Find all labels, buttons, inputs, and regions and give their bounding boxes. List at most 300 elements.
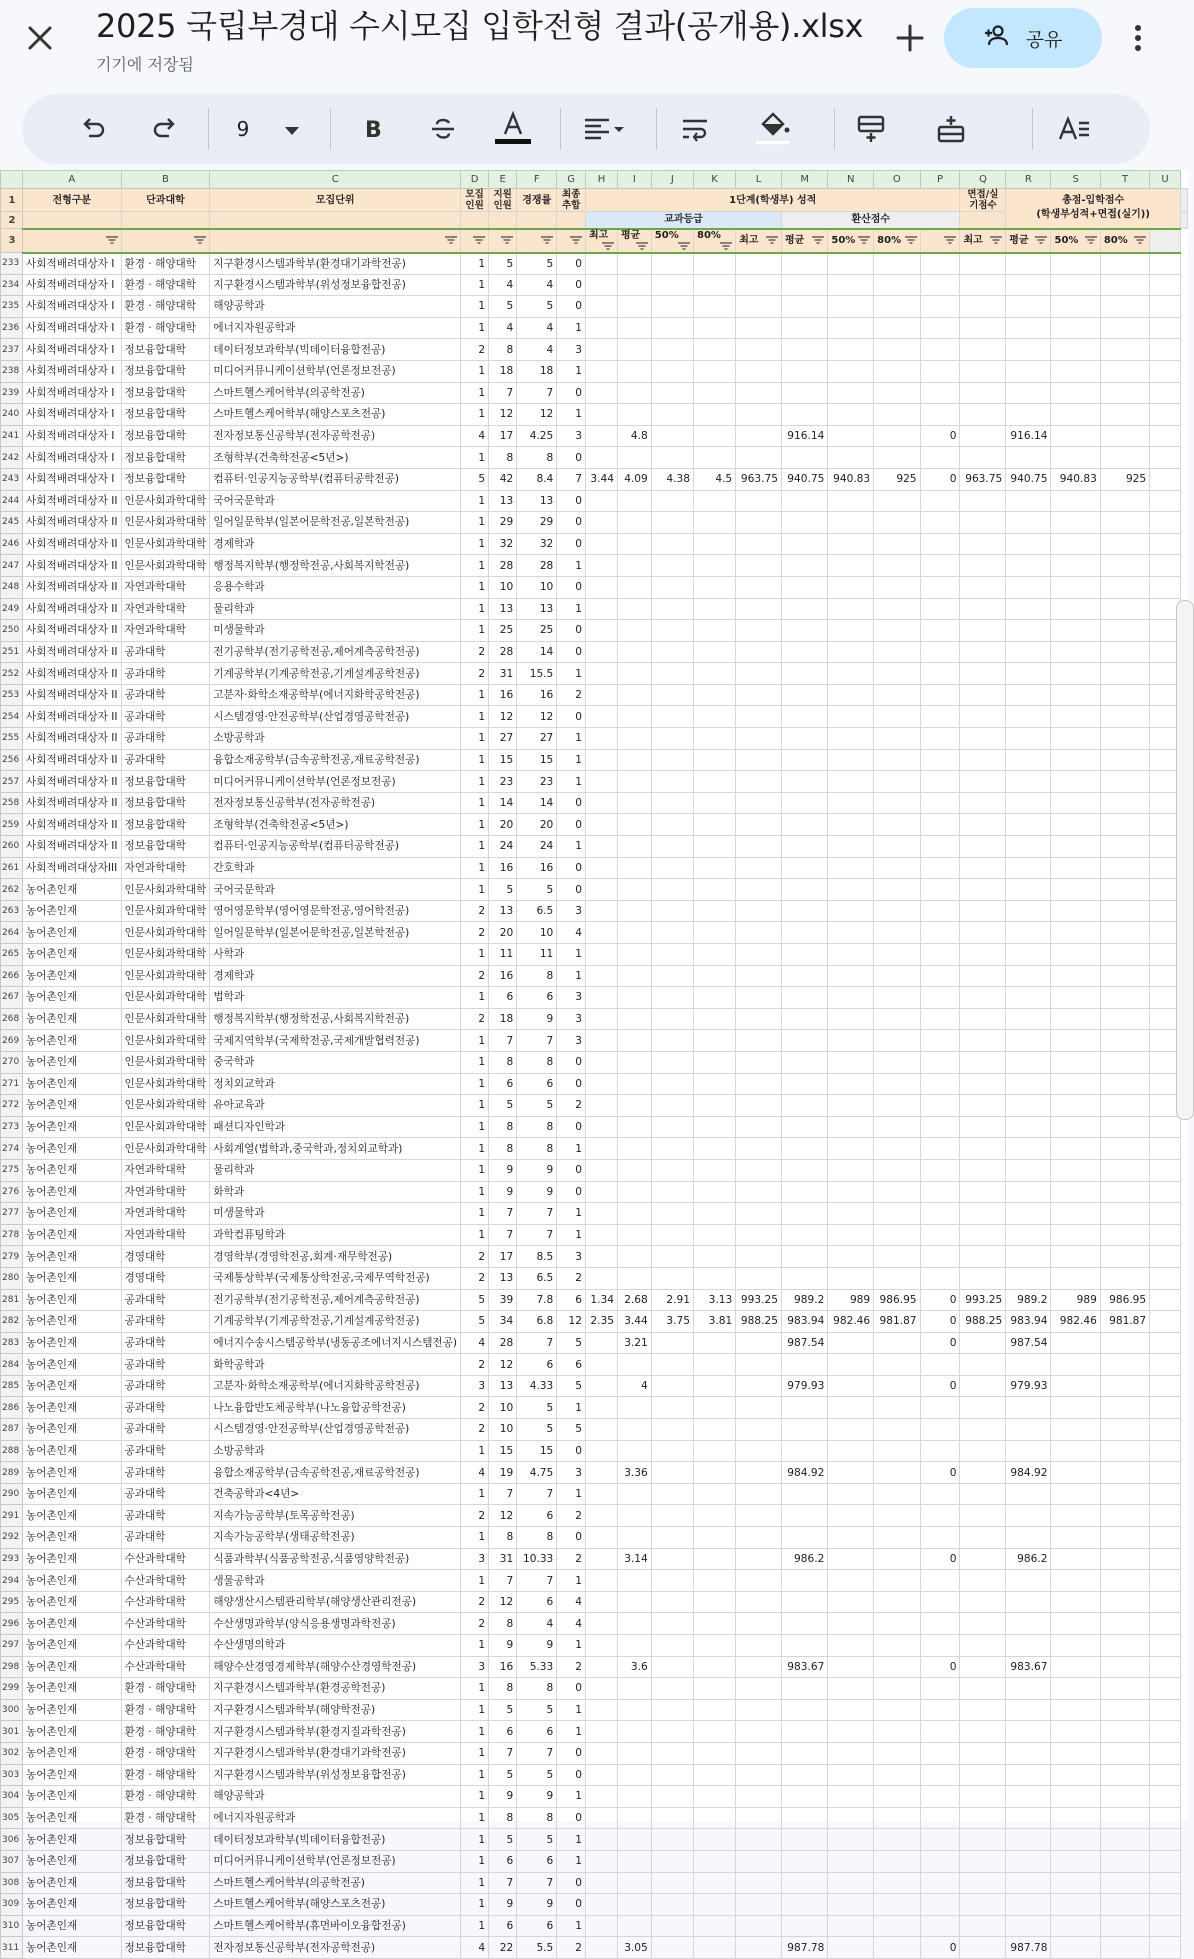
table-cell[interactable]: 0 [557, 1181, 586, 1203]
filter-icon[interactable] [856, 235, 870, 246]
table-cell[interactable] [874, 1030, 920, 1052]
filter-icon[interactable] [104, 235, 118, 246]
table-cell[interactable] [651, 857, 693, 879]
table-cell[interactable] [874, 857, 920, 879]
table-cell[interactable]: 전자정보통신공학부(전자공학전공) [210, 792, 461, 814]
table-cell[interactable] [585, 1354, 617, 1376]
table-cell[interactable]: 8 [517, 1678, 557, 1700]
table-cell[interactable]: 지구환경시스템과학부(해양학전공) [210, 1699, 461, 1721]
table-cell[interactable]: 전자정보통신공학부(전자공학전공) [210, 425, 461, 447]
table-cell[interactable]: 국어국문학과 [210, 879, 461, 901]
table-cell[interactable] [651, 1332, 693, 1354]
table-cell[interactable]: 5.33 [517, 1656, 557, 1678]
table-cell[interactable] [1006, 1807, 1051, 1829]
table-cell[interactable] [781, 684, 827, 706]
table-cell[interactable] [1006, 1181, 1051, 1203]
table-cell[interactable]: 사회적배려대상자 II [23, 598, 121, 620]
table-cell[interactable]: 농어촌인재 [23, 1570, 121, 1592]
table-cell[interactable] [585, 1570, 617, 1592]
table-cell[interactable] [920, 1138, 960, 1160]
table-cell[interactable] [736, 1203, 782, 1225]
table-cell[interactable]: 환경 · 해양대학 [121, 1742, 210, 1764]
table-cell[interactable] [874, 1397, 920, 1419]
table-cell[interactable]: 해양수산경영경제학부(해양수산경영학전공) [210, 1656, 461, 1678]
table-cell[interactable] [874, 1181, 920, 1203]
table-cell[interactable] [1006, 620, 1051, 642]
table-cell[interactable]: 인문사회과학대학 [121, 965, 210, 987]
table-cell[interactable] [1051, 1807, 1100, 1829]
table-cell[interactable] [874, 1742, 920, 1764]
table-cell[interactable]: 6 [489, 987, 517, 1009]
table-cell[interactable]: 인문사회과학대학 [121, 555, 210, 577]
table-cell[interactable]: 0 [920, 1375, 960, 1397]
table-cell[interactable] [781, 296, 827, 318]
table-cell[interactable] [651, 987, 693, 1009]
table-cell[interactable]: 공과대학 [121, 1332, 210, 1354]
table-cell[interactable]: 24 [517, 836, 557, 858]
table-cell[interactable]: 정보융합대학 [121, 447, 210, 469]
table-cell[interactable]: 인문사회과학대학 [121, 922, 210, 944]
table-cell[interactable] [1100, 965, 1149, 987]
table-cell[interactable]: 1 [461, 792, 489, 814]
table-cell[interactable]: 18 [489, 1008, 517, 1030]
table-cell[interactable] [1006, 1786, 1051, 1808]
table-cell[interactable] [1051, 771, 1100, 793]
table-cell[interactable]: 미디어커뮤니케이션학부(언론정보전공) [210, 1850, 461, 1872]
table-cell[interactable]: 1 [557, 404, 586, 426]
table-cell[interactable]: 6 [517, 1850, 557, 1872]
table-cell[interactable]: 1 [461, 555, 489, 577]
table-cell[interactable] [1100, 490, 1149, 512]
table-cell[interactable]: 12 [557, 1311, 586, 1333]
table-cell[interactable] [736, 749, 782, 771]
table-cell[interactable] [1100, 1116, 1149, 1138]
table-cell[interactable]: 농어촌인재 [23, 1051, 121, 1073]
table-cell[interactable]: 사회적배려대상자 II [23, 836, 121, 858]
table-cell[interactable] [651, 1224, 693, 1246]
table-cell[interactable] [1051, 576, 1100, 598]
table-cell[interactable]: 7 [557, 468, 586, 490]
table-cell[interactable]: 4.38 [651, 468, 693, 490]
table-cell[interactable] [1100, 1786, 1149, 1808]
table-cell[interactable]: 8 [489, 447, 517, 469]
table-cell[interactable]: 5 [489, 879, 517, 901]
table-cell[interactable] [828, 944, 874, 966]
table-cell[interactable]: 2 [461, 1246, 489, 1268]
table-cell[interactable]: 인문사회과학대학 [121, 1008, 210, 1030]
table-cell[interactable]: 0 [557, 1894, 586, 1916]
table-cell[interactable] [618, 512, 652, 534]
table-cell[interactable]: 0 [557, 1764, 586, 1786]
table-cell[interactable] [651, 1483, 693, 1505]
table-cell[interactable]: 정보융합대학 [121, 1850, 210, 1872]
table-cell[interactable] [618, 641, 652, 663]
table-cell[interactable]: 20 [489, 922, 517, 944]
table-cell[interactable] [874, 641, 920, 663]
table-cell[interactable]: 0 [920, 1548, 960, 1570]
table-cell[interactable] [781, 987, 827, 1009]
table-cell[interactable]: 0 [920, 1311, 960, 1333]
table-cell[interactable] [1100, 317, 1149, 339]
table-cell[interactable]: 조형학부(건축학전공<5년>) [210, 814, 461, 836]
table-cell[interactable] [1100, 274, 1149, 296]
table-cell[interactable]: 경영학부(경영학전공,회계·재무학전공) [210, 1246, 461, 1268]
table-cell[interactable]: 농어촌인재 [23, 1138, 121, 1160]
filter-cell[interactable] [960, 229, 1006, 253]
table-cell[interactable]: 1 [557, 836, 586, 858]
table-cell[interactable]: 5 [517, 1397, 557, 1419]
table-cell[interactable] [736, 1937, 782, 1959]
column-header[interactable]: P [920, 171, 960, 189]
table-cell[interactable] [651, 1397, 693, 1419]
table-cell[interactable]: 인문사회과학대학 [121, 900, 210, 922]
table-cell[interactable] [828, 317, 874, 339]
table-cell[interactable] [960, 1570, 1006, 1592]
filter-icon[interactable] [676, 241, 690, 252]
table-cell[interactable]: 4 [557, 922, 586, 944]
table-cell[interactable] [618, 1915, 652, 1937]
table-cell[interactable]: 지구환경시스템과학부(환경지질과학전공) [210, 1721, 461, 1743]
table-cell[interactable]: 0 [920, 1462, 960, 1484]
row-number[interactable]: 306 [1, 1829, 23, 1851]
table-cell[interactable]: 사회적배려대상자 I [23, 339, 121, 361]
table-cell[interactable]: 공과대학 [121, 1397, 210, 1419]
table-cell[interactable] [618, 749, 652, 771]
table-cell[interactable]: 986.2 [1006, 1548, 1051, 1570]
table-cell[interactable]: 사회적배려대상자 II [23, 706, 121, 728]
select-all-corner[interactable] [1, 171, 23, 189]
table-cell[interactable] [960, 1267, 1006, 1289]
table-cell[interactable] [618, 339, 652, 361]
table-cell[interactable]: 12 [489, 1591, 517, 1613]
table-cell[interactable] [960, 1051, 1006, 1073]
table-cell[interactable] [618, 1138, 652, 1160]
column-header[interactable]: Q [960, 171, 1006, 189]
table-cell[interactable]: 1 [461, 836, 489, 858]
table-cell[interactable] [781, 1764, 827, 1786]
table-cell[interactable] [736, 1678, 782, 1700]
row-number[interactable]: 296 [1, 1613, 23, 1635]
table-cell[interactable] [828, 1224, 874, 1246]
table-cell[interactable] [920, 1440, 960, 1462]
table-cell[interactable] [960, 339, 1006, 361]
row-number[interactable]: 290 [1, 1483, 23, 1505]
table-cell[interactable] [651, 1591, 693, 1613]
table-cell[interactable] [651, 296, 693, 318]
table-cell[interactable]: 공과대학 [121, 728, 210, 750]
table-cell[interactable] [1006, 490, 1051, 512]
table-cell[interactable] [960, 1483, 1006, 1505]
row-number[interactable]: 249 [1, 598, 23, 620]
table-cell[interactable] [693, 317, 735, 339]
table-cell[interactable] [874, 425, 920, 447]
table-cell[interactable] [920, 1850, 960, 1872]
table-cell[interactable]: 1 [461, 814, 489, 836]
empty-cell[interactable] [210, 212, 461, 229]
table-cell[interactable] [585, 944, 617, 966]
table-cell[interactable] [920, 620, 960, 642]
filter-cell[interactable] [1100, 229, 1149, 253]
filter-cell[interactable] [517, 229, 557, 253]
table-cell[interactable] [1051, 922, 1100, 944]
table-cell[interactable] [585, 620, 617, 642]
table-cell[interactable] [736, 728, 782, 750]
header-cell[interactable]: 전형구분 [23, 189, 121, 212]
table-cell[interactable] [874, 1591, 920, 1613]
table-cell[interactable] [693, 836, 735, 858]
table-cell[interactable]: 6 [489, 1850, 517, 1872]
table-cell[interactable]: 1 [557, 598, 586, 620]
table-cell[interactable]: 정보융합대학 [121, 404, 210, 426]
table-cell[interactable]: 3.6 [618, 1656, 652, 1678]
table-cell[interactable] [920, 1742, 960, 1764]
table-cell[interactable] [960, 1116, 1006, 1138]
table-cell[interactable] [693, 512, 735, 534]
table-cell[interactable]: 13 [517, 598, 557, 620]
table-cell[interactable]: 16 [489, 965, 517, 987]
table-cell[interactable] [828, 1375, 874, 1397]
table-cell[interactable] [693, 1203, 735, 1225]
table-cell[interactable] [585, 749, 617, 771]
table-cell[interactable] [1100, 749, 1149, 771]
table-cell[interactable] [828, 1008, 874, 1030]
table-cell[interactable]: 0 [557, 274, 586, 296]
table-cell[interactable] [585, 598, 617, 620]
table-cell[interactable]: 31 [489, 1548, 517, 1570]
empty-cell[interactable] [1150, 1246, 1181, 1268]
row-number[interactable]: 266 [1, 965, 23, 987]
table-cell[interactable] [651, 1721, 693, 1743]
table-cell[interactable] [960, 404, 1006, 426]
empty-cell[interactable] [1150, 533, 1181, 555]
table-cell[interactable]: 1 [461, 576, 489, 598]
table-cell[interactable]: 42 [489, 468, 517, 490]
table-cell[interactable]: 수산생명의학과 [210, 1635, 461, 1657]
table-cell[interactable] [1100, 1937, 1149, 1959]
table-cell[interactable] [874, 728, 920, 750]
table-cell[interactable] [585, 1829, 617, 1851]
table-cell[interactable] [781, 1894, 827, 1916]
table-cell[interactable] [828, 836, 874, 858]
table-cell[interactable] [736, 620, 782, 642]
table-cell[interactable] [651, 1699, 693, 1721]
table-cell[interactable] [618, 792, 652, 814]
table-cell[interactable]: 인문사회과학대학 [121, 987, 210, 1009]
row-number[interactable]: 292 [1, 1527, 23, 1549]
row-number[interactable]: 262 [1, 879, 23, 901]
table-cell[interactable]: 988.25 [736, 1311, 782, 1333]
table-cell[interactable]: 12 [489, 1354, 517, 1376]
table-cell[interactable]: 전기공학부(전기공학전공,제어계측공학전공) [210, 641, 461, 663]
table-cell[interactable] [585, 771, 617, 793]
table-cell[interactable] [585, 987, 617, 1009]
table-cell[interactable] [920, 382, 960, 404]
table-cell[interactable] [1006, 1030, 1051, 1052]
table-cell[interactable]: 2 [461, 339, 489, 361]
table-cell[interactable] [781, 836, 827, 858]
bold-icon[interactable] [350, 106, 396, 152]
table-cell[interactable] [1051, 641, 1100, 663]
table-cell[interactable] [1051, 274, 1100, 296]
empty-cell[interactable] [1150, 1548, 1181, 1570]
table-cell[interactable]: 5 [489, 1829, 517, 1851]
table-cell[interactable] [781, 792, 827, 814]
table-cell[interactable] [618, 1527, 652, 1549]
header-cell[interactable]: 1단계(학생부) 성적 [585, 189, 960, 212]
table-cell[interactable] [874, 490, 920, 512]
table-cell[interactable] [585, 1073, 617, 1095]
table-cell[interactable] [920, 1505, 960, 1527]
table-cell[interactable] [781, 944, 827, 966]
table-cell[interactable]: 20 [489, 814, 517, 836]
table-cell[interactable]: 사회적배려대상자 II [23, 620, 121, 642]
table-cell[interactable] [1006, 533, 1051, 555]
table-cell[interactable] [1051, 1764, 1100, 1786]
empty-cell[interactable] [1150, 1915, 1181, 1937]
table-cell[interactable] [585, 641, 617, 663]
table-cell[interactable] [874, 512, 920, 534]
table-cell[interactable] [736, 1138, 782, 1160]
table-cell[interactable] [1100, 1613, 1149, 1635]
table-cell[interactable] [960, 253, 1006, 275]
table-cell[interactable] [1006, 1159, 1051, 1181]
table-cell[interactable] [651, 922, 693, 944]
table-cell[interactable]: 16 [489, 1656, 517, 1678]
table-cell[interactable] [585, 1203, 617, 1225]
table-cell[interactable] [736, 1570, 782, 1592]
table-cell[interactable]: 사회적배려대상자 II [23, 771, 121, 793]
table-cell[interactable]: 12 [517, 404, 557, 426]
table-cell[interactable]: 979.93 [781, 1375, 827, 1397]
table-cell[interactable] [693, 1656, 735, 1678]
table-cell[interactable] [618, 1721, 652, 1743]
table-cell[interactable]: 사학과 [210, 944, 461, 966]
table-cell[interactable] [920, 317, 960, 339]
table-cell[interactable] [920, 1246, 960, 1268]
table-cell[interactable] [736, 1915, 782, 1937]
table-cell[interactable] [874, 555, 920, 577]
table-cell[interactable] [828, 663, 874, 685]
table-cell[interactable]: 17 [489, 1246, 517, 1268]
table-cell[interactable] [920, 728, 960, 750]
filter-cell[interactable] [585, 229, 617, 253]
table-cell[interactable]: 수산과학대학 [121, 1548, 210, 1570]
table-cell[interactable] [1006, 879, 1051, 901]
table-cell[interactable] [828, 1678, 874, 1700]
table-cell[interactable]: 경제학과 [210, 965, 461, 987]
table-cell[interactable]: 9 [489, 1894, 517, 1916]
table-cell[interactable] [874, 1008, 920, 1030]
table-cell[interactable] [960, 1699, 1006, 1721]
table-cell[interactable]: 2 [461, 641, 489, 663]
table-cell[interactable]: 17 [489, 425, 517, 447]
table-cell[interactable] [920, 1419, 960, 1441]
column-header[interactable]: G [557, 171, 586, 189]
table-cell[interactable]: 983.94 [1006, 1311, 1051, 1333]
table-cell[interactable] [651, 512, 693, 534]
row-number[interactable]: 241 [1, 425, 23, 447]
table-cell[interactable] [874, 1937, 920, 1959]
table-cell[interactable] [585, 1159, 617, 1181]
empty-cell[interactable] [1150, 1656, 1181, 1678]
table-cell[interactable]: 2 [461, 1505, 489, 1527]
table-cell[interactable]: 사회적배려대상자 II [23, 490, 121, 512]
table-cell[interactable] [874, 598, 920, 620]
table-cell[interactable] [781, 900, 827, 922]
table-cell[interactable] [585, 1095, 617, 1117]
table-cell[interactable]: 사회적배려대상자 II [23, 576, 121, 598]
table-cell[interactable] [960, 1030, 1006, 1052]
table-cell[interactable]: 7 [489, 1030, 517, 1052]
table-cell[interactable] [1006, 857, 1051, 879]
row-number[interactable]: 254 [1, 706, 23, 728]
table-cell[interactable]: 응용수학과 [210, 576, 461, 598]
table-cell[interactable]: 공과대학 [121, 1440, 210, 1462]
table-cell[interactable]: 국제통상학부(국제통상학전공,국제무역학전공) [210, 1267, 461, 1289]
table-cell[interactable]: 농어촌인재 [23, 944, 121, 966]
table-cell[interactable]: 정보융합대학 [121, 814, 210, 836]
table-cell[interactable] [693, 1699, 735, 1721]
table-cell[interactable] [651, 253, 693, 275]
table-cell[interactable]: 3 [557, 425, 586, 447]
table-cell[interactable]: 정보융합대학 [121, 1872, 210, 1894]
table-cell[interactable] [1051, 533, 1100, 555]
table-cell[interactable] [618, 922, 652, 944]
table-cell[interactable]: 2 [461, 1397, 489, 1419]
table-cell[interactable] [960, 1440, 1006, 1462]
table-cell[interactable] [651, 1095, 693, 1117]
table-cell[interactable] [920, 555, 960, 577]
table-cell[interactable]: 1 [557, 1915, 586, 1937]
table-cell[interactable] [651, 1548, 693, 1570]
table-cell[interactable]: 농어촌인재 [23, 1527, 121, 1549]
table-cell[interactable]: 정보융합대학 [121, 1937, 210, 1959]
table-cell[interactable]: 4.75 [517, 1462, 557, 1484]
table-cell[interactable] [585, 382, 617, 404]
table-cell[interactable] [693, 382, 735, 404]
table-cell[interactable] [1100, 598, 1149, 620]
table-cell[interactable]: 1 [461, 447, 489, 469]
table-cell[interactable]: 1 [557, 317, 586, 339]
table-cell[interactable] [585, 1548, 617, 1570]
table-cell[interactable] [920, 922, 960, 944]
table-cell[interactable] [585, 1008, 617, 1030]
table-cell[interactable]: 공과대학 [121, 1527, 210, 1549]
table-cell[interactable] [736, 663, 782, 685]
table-cell[interactable]: 925 [1100, 468, 1149, 490]
table-cell[interactable] [828, 1570, 874, 1592]
table-cell[interactable] [693, 1505, 735, 1527]
table-cell[interactable]: 농어촌인재 [23, 1008, 121, 1030]
table-cell[interactable] [874, 1656, 920, 1678]
table-cell[interactable] [736, 1095, 782, 1117]
table-cell[interactable] [874, 1138, 920, 1160]
table-cell[interactable] [1006, 641, 1051, 663]
table-cell[interactable] [1051, 1742, 1100, 1764]
table-cell[interactable] [920, 274, 960, 296]
table-cell[interactable]: 993.25 [736, 1289, 782, 1311]
table-cell[interactable]: 10.33 [517, 1548, 557, 1570]
table-cell[interactable] [920, 836, 960, 858]
table-cell[interactable] [1051, 1872, 1100, 1894]
table-cell[interactable] [1006, 1095, 1051, 1117]
table-cell[interactable] [1100, 987, 1149, 1009]
table-cell[interactable] [920, 1872, 960, 1894]
table-cell[interactable]: 인문사회과학대학 [121, 533, 210, 555]
table-cell[interactable]: 4.33 [517, 1375, 557, 1397]
row-number[interactable]: 251 [1, 641, 23, 663]
table-cell[interactable] [693, 771, 735, 793]
